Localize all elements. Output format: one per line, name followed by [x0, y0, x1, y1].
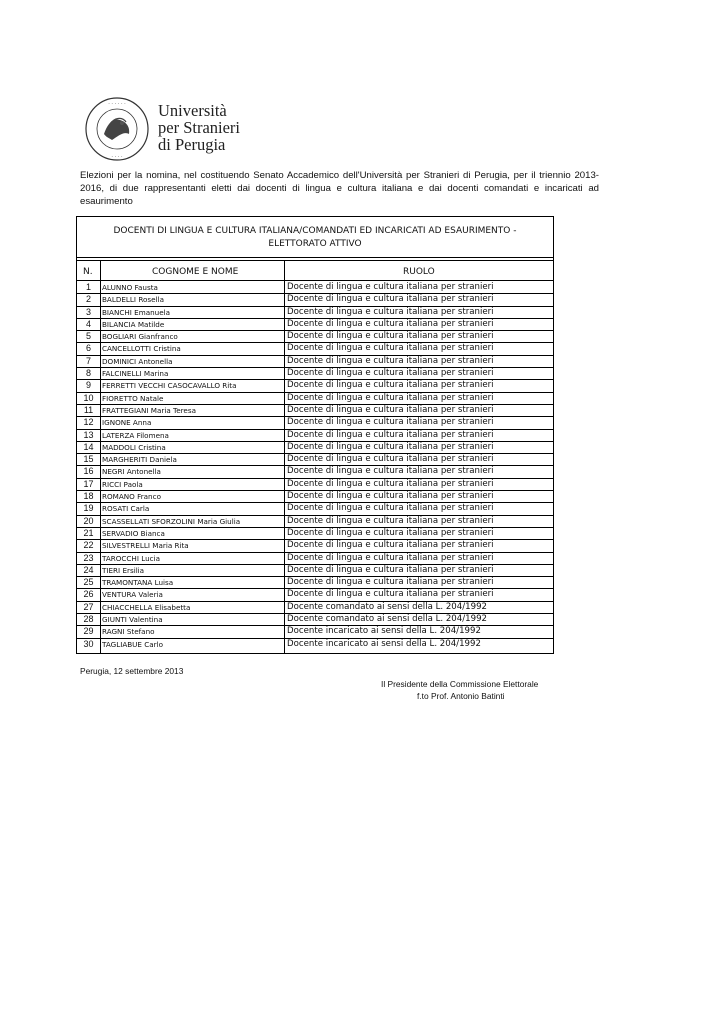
table-row	[77, 405, 553, 417]
university-name	[158, 102, 240, 153]
header-name: COGNOME E NOME	[152, 267, 239, 277]
logo-line-3: di Perugia	[158, 135, 226, 154]
table-row	[77, 479, 553, 491]
row-name: FIORETTO Natale	[102, 393, 164, 403]
university-logo	[84, 96, 544, 162]
row-name: MARGHERITI Daniela	[102, 455, 177, 465]
header-number: N.	[83, 267, 93, 277]
row-role: Docente di lingua e cultura italiana per stranieri	[287, 491, 494, 502]
row-number: 21	[83, 527, 94, 538]
logo-line-1: Università	[158, 101, 227, 120]
row-number: 11	[83, 404, 94, 415]
row-name: NEGRI Antonella	[102, 467, 161, 477]
row-role: Docente di lingua e cultura italiana per stranieri	[287, 564, 494, 575]
table-title: DOCENTI DI LINGUA E CULTURA ITALIANA/COMANDATI ED INCARICATI AD ESAURIMENTO - ELETTORATO ATTIVO	[77, 217, 553, 258]
table-row	[77, 577, 553, 589]
row-role: Docente di lingua e cultura italiana per stranieri	[287, 589, 494, 600]
row-name: FERRETTI VECCHI CASOCAVALLO Rita	[102, 381, 237, 391]
row-role: Docente di lingua e cultura italiana per stranieri	[287, 380, 494, 391]
place-date: Perugia, 12 settembre 2013	[80, 666, 184, 676]
row-name: FALCINELLI Marina	[102, 369, 169, 379]
table-row	[77, 503, 553, 515]
table-row	[77, 528, 553, 540]
row-role: Docente incaricato ai sensi della L. 204/1992	[287, 638, 481, 649]
row-role: Docente di lingua e cultura italiana per stranieri	[287, 429, 494, 440]
row-role: Docente di lingua e cultura italiana per stranieri	[287, 454, 494, 465]
signature-block	[381, 678, 581, 702]
row-role: Docente di lingua e cultura italiana per stranieri	[287, 417, 494, 428]
logo-line-2: per Stranieri	[158, 118, 241, 137]
row-role: Docente di lingua e cultura italiana per stranieri	[287, 515, 494, 526]
table-row	[77, 294, 553, 306]
row-role: Docente di lingua e cultura italiana per stranieri	[287, 503, 494, 514]
table-row	[77, 540, 553, 552]
row-role: Docente di lingua e cultura italiana per stranieri	[287, 392, 494, 403]
row-name: SERVADIO Bianca	[102, 528, 165, 538]
row-number: 13	[83, 429, 94, 440]
table-row	[77, 602, 553, 614]
table-row	[77, 417, 553, 429]
row-name: SCASSELLATI SFORZOLINI Maria Giulia	[102, 516, 241, 526]
row-name: MADDOLI Cristina	[102, 442, 166, 452]
row-number: 7	[85, 355, 91, 366]
row-role: Docente di lingua e cultura italiana per stranieri	[287, 343, 494, 354]
row-role: Docente comandato ai sensi della L. 204/1992	[287, 614, 487, 625]
row-role: Docente di lingua e cultura italiana per stranieri	[287, 466, 494, 477]
row-name: BOGLIARI Gianfranco	[102, 332, 178, 342]
row-number: 26	[83, 589, 94, 600]
table-row	[77, 331, 553, 343]
row-number: 8	[85, 368, 91, 379]
row-number: 16	[83, 466, 94, 477]
table-body	[77, 282, 553, 651]
row-number: 6	[85, 343, 91, 354]
signature-name: f.to Prof. Antonio Batinti	[417, 691, 505, 701]
row-name: IGNONE Anna	[102, 418, 152, 428]
row-number: 14	[83, 441, 94, 452]
row-name: VENTURA Valeria	[102, 590, 163, 600]
svg-text:· · · ·: · · · ·	[111, 154, 123, 160]
row-number: 27	[83, 601, 94, 612]
table-row	[77, 454, 553, 466]
table-row	[77, 516, 553, 528]
row-name: DOMINICI Antonella	[102, 356, 173, 366]
row-role: Docente incaricato ai sensi della L. 204/1992	[287, 626, 481, 637]
row-role: Docente di lingua e cultura italiana per stranieri	[287, 318, 494, 329]
row-number: 1	[85, 282, 91, 292]
electorate-table	[76, 216, 554, 654]
table-row	[77, 589, 553, 601]
row-name: SILVESTRELLI Maria Rita	[102, 541, 189, 551]
row-role: Docente comandato ai sensi della L. 204/1992	[287, 601, 487, 612]
row-name: RAGNI Stefano	[102, 627, 155, 637]
table-row	[77, 626, 553, 638]
table-row	[77, 442, 553, 454]
table-row	[77, 356, 553, 368]
row-number: 18	[83, 491, 94, 502]
table-header-row	[77, 260, 553, 281]
row-number: 22	[83, 540, 94, 551]
row-role: Docente di lingua e cultura italiana per stranieri	[287, 294, 494, 305]
row-role: Docente di lingua e cultura italiana per stranieri	[287, 441, 494, 452]
header-role: RUOLO	[403, 267, 435, 277]
row-number: 5	[85, 331, 91, 342]
row-number: 12	[83, 417, 94, 428]
row-number: 9	[85, 380, 91, 391]
row-name: ROSATI Carla	[102, 504, 150, 514]
table-row	[77, 553, 553, 565]
table-row	[77, 393, 553, 405]
row-number: 15	[83, 454, 94, 465]
row-number: 24	[83, 564, 94, 575]
row-role: Docente di lingua e cultura italiana per stranieri	[287, 552, 494, 563]
table-row	[77, 380, 553, 392]
row-name: TRAMONTANA Luisa	[102, 578, 174, 588]
row-role: Docente di lingua e cultura italiana per stranieri	[287, 331, 494, 342]
row-role: Docente di lingua e cultura italiana per stranieri	[287, 540, 494, 551]
table-row	[77, 282, 553, 294]
row-name: FRATTEGIANI Maria Teresa	[102, 405, 196, 415]
intro-paragraph: Elezioni per la nomina, nel costituendo Senato Accademico dell'Università per Stranieri di Perugia, per il triennio 2013-2016, di due rappresentanti eletti dai docenti di lingua e cultura italiana e dai docenti comandati e incaricati ad esaurimento	[80, 170, 599, 207]
table-row	[77, 343, 553, 355]
row-number: 30	[83, 638, 94, 649]
row-role: Docente di lingua e cultura italiana per stranieri	[287, 527, 494, 538]
row-number: 25	[83, 577, 94, 588]
row-name: ROMANO Franco	[102, 492, 161, 502]
row-number: 2	[85, 294, 91, 305]
row-number: 23	[83, 552, 94, 563]
row-name: CANCELLOTTI Cristina	[102, 344, 181, 354]
row-role: Docente di lingua e cultura italiana per stranieri	[287, 404, 494, 415]
row-role: Docente di lingua e cultura italiana per stranieri	[287, 478, 494, 489]
signature-title: Il Presidente della Commissione Elettorale	[381, 679, 539, 689]
row-name: BIANCHI Emanuela	[102, 307, 171, 317]
row-number: 4	[85, 318, 91, 329]
row-name: BALDELLI Rosella	[102, 295, 164, 305]
svg-text:· · · · · ·: · · · · · ·	[108, 101, 126, 107]
row-number: 20	[83, 515, 94, 526]
row-name: ALUNNO Fausta	[102, 283, 158, 292]
table-row	[77, 639, 553, 651]
row-name: CHIACCHELLA Elisabetta	[102, 602, 191, 612]
row-name: TAROCCHI Lucia	[102, 553, 161, 563]
row-name: TIERI Ersilia	[102, 565, 145, 575]
row-number: 19	[83, 503, 94, 514]
table-row	[77, 307, 553, 319]
row-role: Docente di lingua e cultura italiana per stranieri	[287, 577, 494, 588]
row-name: LATERZA Filomena	[102, 430, 169, 440]
row-role: Docente di lingua e cultura italiana per stranieri	[287, 368, 494, 379]
table-row	[77, 614, 553, 626]
row-role: Docente di lingua e cultura italiana per stranieri	[287, 282, 494, 292]
row-name: RICCI Paola	[102, 479, 143, 489]
table-row	[77, 430, 553, 442]
row-name: TAGLIABUE Carlo	[102, 639, 164, 649]
row-number: 3	[85, 306, 91, 317]
table-row	[77, 565, 553, 577]
table-row	[77, 319, 553, 331]
row-number: 10	[83, 392, 94, 403]
row-name: BILANCIA Matilde	[102, 319, 165, 329]
table-row	[77, 466, 553, 478]
row-number: 28	[83, 614, 94, 625]
table-row	[77, 491, 553, 503]
row-name: GIUNTI Valentina	[102, 615, 163, 625]
row-number: 29	[83, 626, 94, 637]
row-number: 17	[83, 478, 94, 489]
row-role: Docente di lingua e cultura italiana per stranieri	[287, 355, 494, 366]
table-row	[77, 368, 553, 380]
university-seal-icon	[84, 96, 150, 162]
row-role: Docente di lingua e cultura italiana per stranieri	[287, 306, 494, 317]
